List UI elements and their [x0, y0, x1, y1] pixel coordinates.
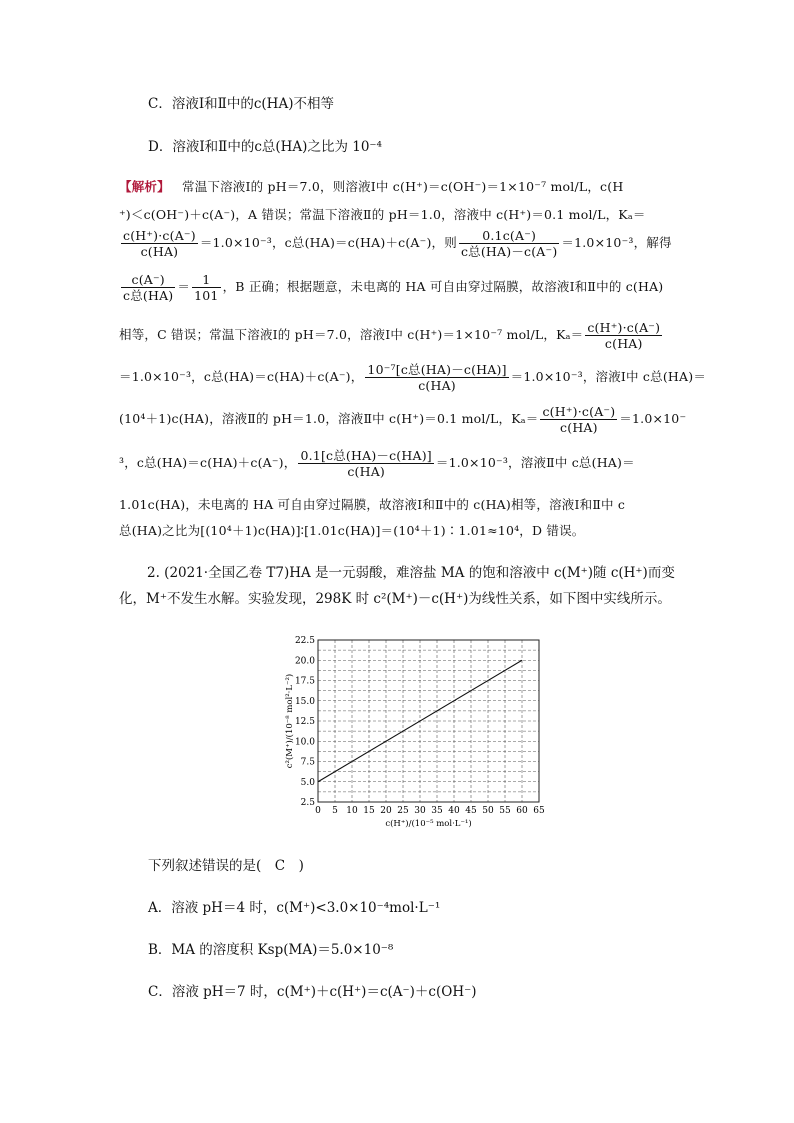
y-tick-label: 22.5 — [294, 636, 315, 646]
analysis-line-10: 总(HA)之比为[(10⁴＋1)c(HA)]∶[1.01c(HA)]＝(10⁴＋1)∶1.01≈10⁴，D 错误。 — [119, 523, 585, 538]
fraction-ka: $\frac{c(H^+)\cdot c(A^-)}{c(HA)}$ — [123, 228, 196, 259]
analysis-line-7: (10⁴＋1)c(HA)，溶液Ⅱ的 pH＝1.0，溶液Ⅱ中 c(H⁺)＝0.1 mol/L，Kₐ＝ $\frac{c(H^+)\cdot c(A^-)}{c(HA)}$ ＝1.0×10⁻ — [119, 404, 687, 435]
y-tick-label: 17.5 — [294, 676, 315, 687]
y-tick-label: 7.5 — [300, 757, 315, 768]
y-axis-label: c²(M⁺)/(10⁻⁸ mol²·L⁻²) — [285, 673, 295, 769]
q2-option-c: C．溶液 pH＝7 时，c(M⁺)＋c(H⁺)＝c(A⁻)＋c(OH⁻) — [148, 984, 477, 1000]
x-tick-labels — [315, 806, 545, 816]
q1-option-c: C．溶液Ⅰ和Ⅱ中的c(HA)不相等 — [148, 96, 334, 112]
q2-prompt: 下列叙述错误的是( C ) — [148, 858, 304, 874]
x-tick-label: 15 — [363, 806, 375, 816]
x-tick-label: 55 — [499, 806, 511, 816]
analysis-tag: 【解析】 — [119, 179, 170, 194]
q2-option-b: B．MA 的溶度积 Ksp(MA)＝5.0×10⁻⁸ — [148, 942, 394, 958]
fraction-ratio: $\frac{0.1c(A^-)}{\text{c总(HA)－c(A⁻)}}$ — [460, 228, 558, 259]
x-tick-label: 5 — [332, 806, 338, 816]
x-tick-label: 45 — [465, 806, 477, 816]
analysis-line-9: 1.01c(HA)，未电离的 HA 可自由穿过隔膜，故溶液Ⅰ和Ⅱ中的 c(HA)相等，溶液Ⅰ和Ⅱ中 c — [119, 497, 626, 512]
analysis-line-6: ＝1.0×10⁻³，c总(HA)＝c(HA)＋c(A⁻)， $\frac{\text{10⁻⁷[c总(HA)－c(HA)]}}{c(HA)}$ ＝1.0×10⁻³，溶液Ⅰ中 c总(HA)＝ — [119, 362, 707, 393]
x-tick-label: 25 — [397, 806, 409, 816]
y-tick-labels — [295, 636, 315, 808]
q1-option-d: D．溶液Ⅰ和Ⅱ中的c总(HA)之比为 10⁻⁴ — [148, 139, 382, 155]
x-tick-label: 30 — [414, 806, 426, 816]
x-tick-label: 0 — [315, 806, 321, 816]
x-axis-label: c(H⁺)/(10⁻⁵ mol·L⁻¹) — [385, 819, 472, 829]
x-tick-label: 35 — [431, 806, 443, 816]
analysis-line-1: 【解析】 常温下溶液Ⅰ的 pH＝7.0，则溶液Ⅰ中 c(H⁺)＝c(OH⁻)＝1×10⁻⁷ mol/L，c(H — [119, 179, 624, 194]
line-chart — [280, 630, 550, 835]
x-tick-label: 50 — [482, 806, 494, 816]
y-tick-label: 2.5 — [300, 798, 315, 808]
q2-option-a: A．溶液 pH＝4 时，c(M⁺)<3.0×10⁻⁴mol·L⁻¹ — [148, 900, 441, 916]
x-tick-label: 20 — [380, 806, 392, 816]
x-tick-label: 40 — [448, 806, 460, 816]
q2-stem: 2. (2021·全国乙卷 T7)HA 是一元弱酸，难溶盐 MA 的饱和溶液中 c(M⁺)随 c(H⁺)而变化，M⁺不发生水解。实验发现，298K 时 c²(M⁺)－c(H⁺)为线性关系，如下图中实线所示。 — [119, 565, 675, 607]
y-tick-label: 15.0 — [294, 696, 315, 707]
y-tick-label: 12.5 — [294, 717, 315, 727]
y-tick-label: 5.0 — [300, 777, 315, 788]
y-tick-label: 10.0 — [294, 737, 315, 748]
x-tick-label: 10 — [346, 806, 358, 816]
x-tick-label: 60 — [516, 806, 528, 816]
analysis-line-2: ⁺)＜c(OH⁻)＋c(A⁻)，A 错误；常温下溶液Ⅱ的 pH＝1.0，溶液中 c(H⁺)＝0.1 mol/L，Kₐ＝ — [119, 207, 646, 222]
analysis-line-3: $\frac{c(H^+)\cdot c(A^-)}{c(HA)}$ ＝1.0×10⁻³，c总(HA)＝c(HA)＋c(A⁻)，则 $\frac{0.1c(A^-)}{\text{c总(HA)－c(A⁻)}}$ ＝1.0×10⁻³，解得 — [123, 228, 672, 259]
analysis-line-4: $\frac{c(A^-)}{\text{c总(HA)}}$ ＝ $\frac{1}{101}$ ，B 正确；根据题意，未电离的 HA 可自由穿过隔膜，故溶液Ⅰ和Ⅱ中的 c(HA) — [123, 272, 664, 303]
x-tick-label: 65 — [533, 806, 545, 816]
analysis-line-5: 相等，C 错误；常温下溶液Ⅰ的 pH＝7.0，溶液Ⅰ中 c(H⁺)＝1×10⁻⁷ mol/L，Kₐ＝ $\frac{c(H^+)\cdot c(A^-)}{c(HA)}$ — [119, 320, 661, 351]
chart-grid — [318, 640, 539, 802]
y-tick-label: 20.0 — [294, 656, 315, 667]
analysis-line-8: ³，c总(HA)＝c(HA)＋c(A⁻)， $\frac{\text{0.1[c总(HA)－c(HA)]}}{c(HA)}$ ＝1.0×10⁻³，溶液Ⅱ中 c总(HA)＝ — [119, 448, 635, 479]
